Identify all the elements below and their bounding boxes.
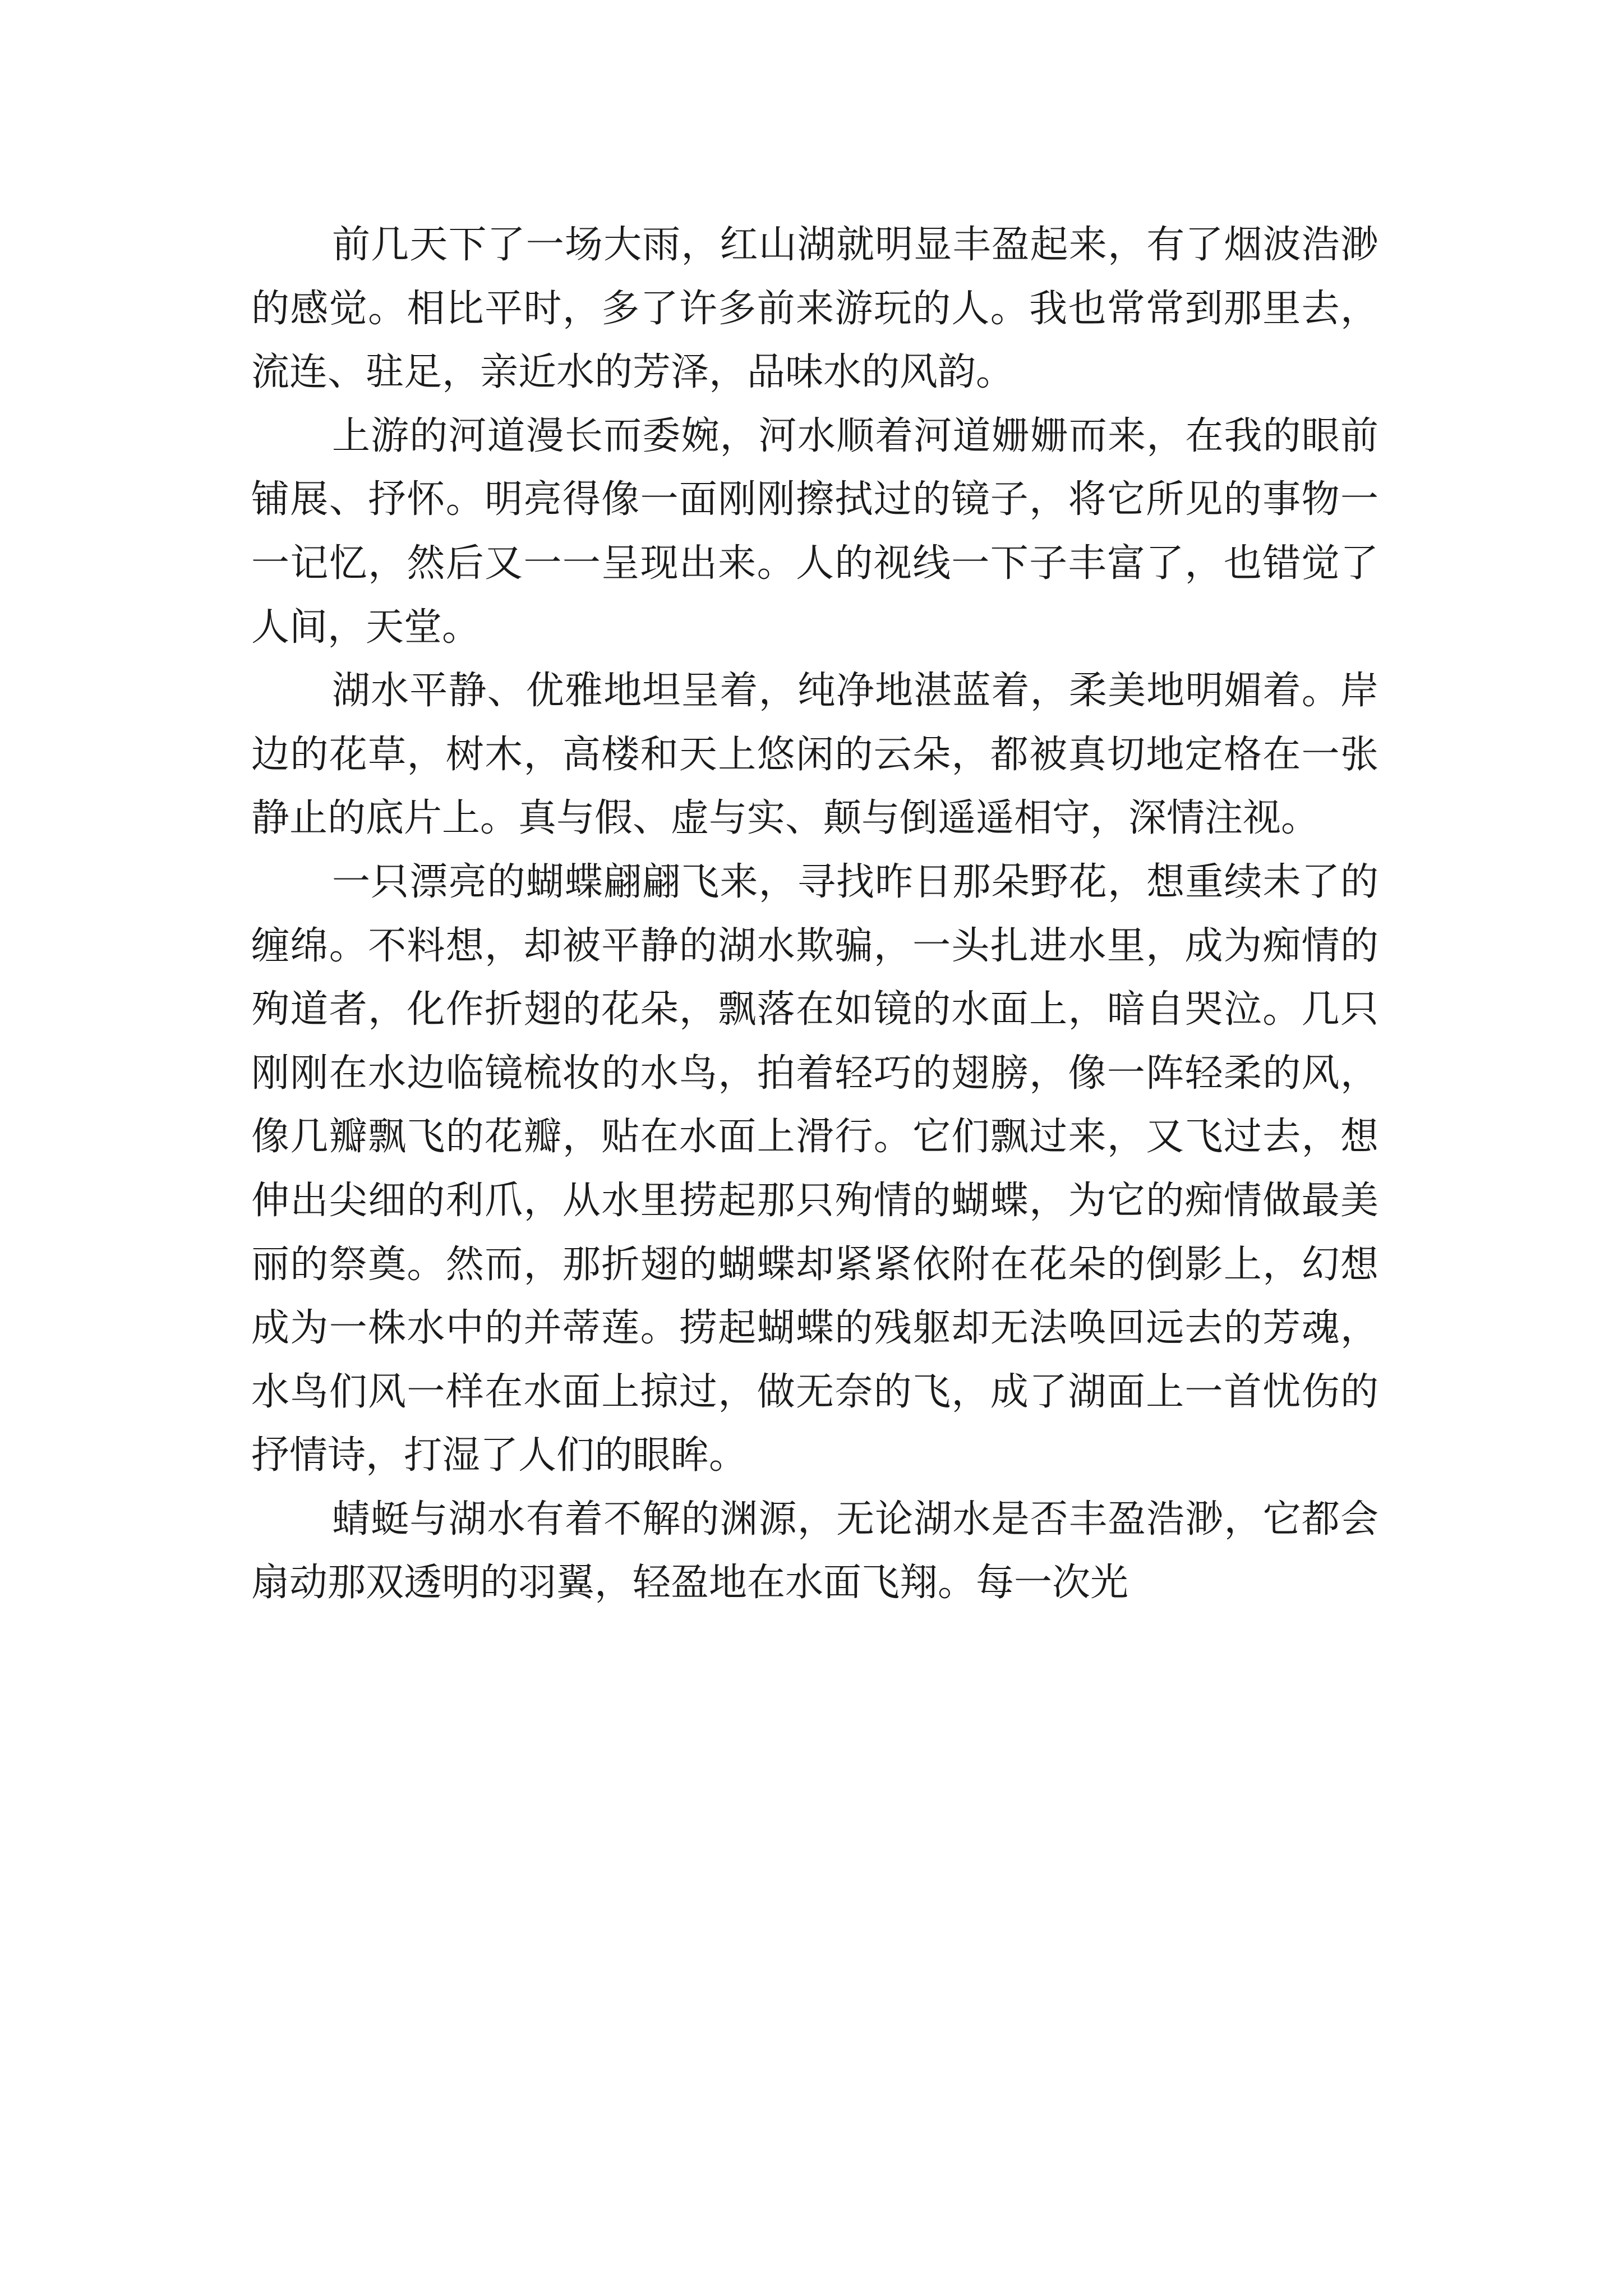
paragraph-3: 湖水平静、优雅地坦呈着，纯净地湛蓝着，柔美地明媚着。岸边的花草，树木，高楼和天上悠闲的云朵，都被真切地定格在一张静止的底片上。真与假、虚与实、颠与倒遥遥相守，深情注视。 [251,669,1378,841]
paragraph-1: 前几天下了一场大雨，红山湖就明显丰盈起来，有了烟波浩渺的感觉。相比平时，多了许多前来游玩的人。我也常常到那里去，流连、驻足，亲近水的芳泽，品味水的风韵。 [251,223,1378,395]
paragraph-4: 一只漂亮的蝴蝶翩翩飞来，寻找昨日那朵野花，想重续未了的缠绵。不料想，却被平静的湖水欺骗，一头扎进水里，成为痴情的殉道者，化作折翅的花朵，飘落在如镜的水面上，暗自哭泣。几只刚刚在水边临镜梳妆的水鸟，拍着轻巧的翅膀，像一阵轻柔的风，像几瓣飘飞的花瓣，贴在水面上滑行。它们飘过来，又飞过去，想伸出尖细的利爪，从水里捞起那只殉情的蝴蝶，为它的痴情做最美丽的祭奠。然而，那折翅的蝴蝶却紧紧依附在花朵的倒影上，幻想成为一株水中的并蒂莲。捞起蝴蝶的残躯却无法唤回远去的芳魂，水鸟们风一样在水面上掠过，做无奈的飞，成了湖面上一首忧伤的抒情诗，打湿了人们的眼眸。 [251,859,1378,1478]
article-body [251,213,1378,1615]
paragraph-2: 上游的河道漫长而委婉，河水顺着河道姗姗而来，在我的眼前铺展、抒怀。明亮得像一面刚刚擦拭过的镜子，将它所见的事物一一记忆，然后又一一呈现出来。人的视线一下子丰富了，也错觉了人间，天堂。 [251,413,1378,650]
paragraph-5: 蜻蜓与湖水有着不解的渊源，无论湖水是否丰盈浩渺，它都会扇动那双透明的羽翼，轻盈地在水面飞翔。每一次光 [251,1497,1378,1605]
